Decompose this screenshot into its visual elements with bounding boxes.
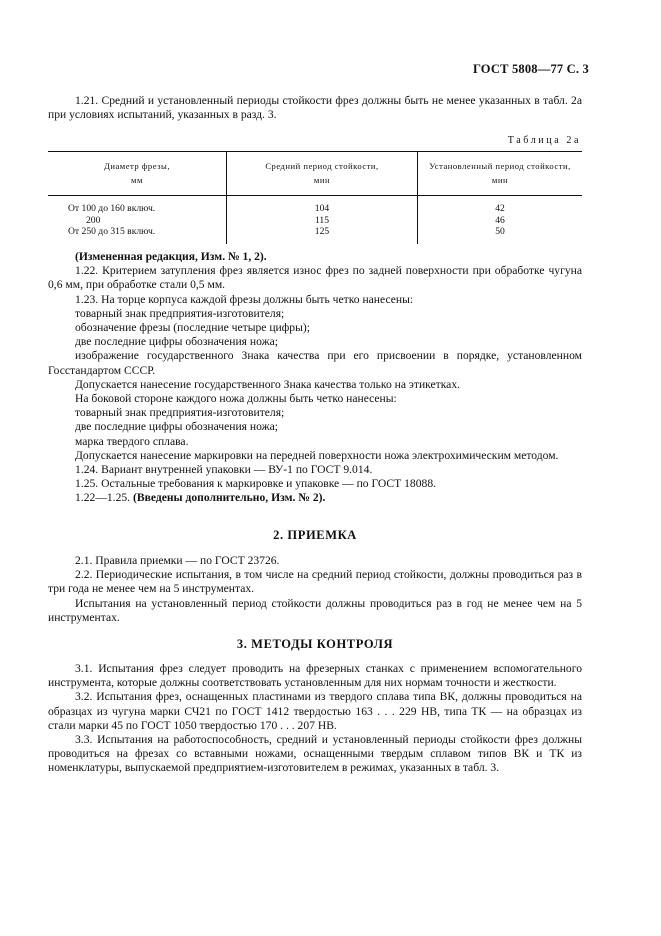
page-header: ГОСТ 5808—77 С. 3 — [472, 62, 589, 76]
list-item: марка твердого сплава. — [75, 434, 189, 448]
list-item: товарный знак предприятия-изготовителя; — [75, 306, 285, 320]
section-2-title: 2. ПРИЕМКА — [273, 528, 357, 542]
text-block-section1 — [48, 250, 582, 506]
section-3-title: 3. МЕТОДЫ КОНТРОЛЯ — [236, 637, 394, 651]
paragraph-2-3: Испытания на установленный период стойкости должны проводиться раз в год не менее чем на 5 инструментах. — [48, 596, 582, 624]
paragraph-1-25: 1.25. Остальные требования к маркировке и упаковке — по ГОСТ 18088. — [75, 477, 437, 491]
table-caption: Таблица 2а — [507, 135, 581, 146]
list-item: товарный знак предприятия-изготовителя; — [75, 406, 285, 420]
table-row — [48, 215, 582, 227]
paragraph-3-3: 3.3. Испытания на работоспособность, средний и установленный периоды стойкости фрез должны проводиться на фрезах со вставными ножами, оснащенными твердым сплавом типов ВК и ТК из номенклатуры, выпускаемой предприятием-изготовителем в режимах, указанных в табл. 3. — [48, 733, 582, 775]
cell-avg: 104 — [227, 196, 418, 215]
cell-set: 46 — [418, 215, 583, 227]
col-header-diameter: Диаметр фрезы, мм — [48, 152, 227, 196]
cell-diameter: От 100 до 160 включ. — [68, 203, 156, 214]
paragraph-1-22: 1.22. Критерием затупления фрез является износ фрез по задней поверхности при обработке чугуна 0,6 мм, при обработке стали 0,5 мм. — [48, 264, 582, 292]
paragraph-allowed-2: Допускается нанесение маркировки на передней поверхности ножа электрохимическим методом. — [75, 448, 559, 462]
amendment-note-2: 1.22—1.25. (Введены дополнительно, Изм. № 2). — [75, 491, 326, 505]
cell-diameter: 200 — [86, 214, 101, 226]
text-block-section2 — [48, 554, 582, 625]
paragraph-2-2: 2.2. Периодические испытания, в том числе на средний период стойкости, должны проводиться раз в три года не менее чем на 5 инструментах. — [48, 568, 582, 596]
paragraph-3-2: 3.2. Испытания фрез, оснащенных пластинами из твердого сплава типа ВК, должны проводиться на образцах из чугуна марки СЧ21 по ГОСТ 1412 твердостью 163 . . . 229 НВ, типа ТК — на образцах из стали марки 45 по ГОСТ 1050 твердостью 170 . . . 207 НВ. — [48, 690, 582, 732]
col-header-avg-life: Средний период стойкости, мин — [227, 152, 418, 196]
cell-avg: 115 — [227, 215, 418, 227]
section-3 — [48, 637, 582, 651]
cell-set: 50 — [418, 226, 583, 244]
list-item: обозначение фрезы (последние четыре цифры); — [75, 321, 310, 335]
paragraph-side: На боковой стороне каждого ножа должны быть четко нанесены: — [75, 392, 397, 406]
amendment-note-1: (Измененная редакция, Изм. № 1, 2). — [75, 250, 267, 263]
table-2a — [48, 151, 582, 244]
text-block-section3 — [48, 662, 582, 776]
table-header-row — [48, 152, 582, 196]
table-row — [48, 196, 582, 215]
list-item: две последние цифры обозначения ножа; — [75, 420, 278, 434]
list-item: две последние цифры обозначения ножа; — [75, 335, 278, 349]
cell-set: 42 — [418, 196, 583, 215]
section-2 — [48, 528, 582, 542]
list-item: изображение государственного Знака качества при его присвоении в порядке, установленном Госстандартом СССР. — [48, 349, 582, 377]
cell-diameter: От 250 до 315 включ. — [68, 226, 156, 238]
paragraph-1-23: 1.23. На торце корпуса каждой фрезы должны быть четко нанесены: — [75, 292, 414, 306]
text-block-top — [48, 94, 582, 122]
paragraph-3-1: 3.1. Испытания фрез следует проводить на фрезерных станках с применением вспомогательного инструмента, которые должны соответствовать установленным для них нормам точности и жесткости. — [48, 662, 582, 690]
col-header-set-life: Установленный период стойкости, мин — [418, 152, 583, 196]
paragraph-1-21: 1.21. Средний и установленный периоды стойкости фрез должны быть не менее указанных в табл. 2а при условиях испытаний, указанных в разд. 3. — [48, 94, 582, 122]
table-row — [48, 226, 582, 244]
paragraph-2-1: 2.1. Правила приемки — по ГОСТ 23726. — [75, 554, 280, 567]
cell-avg: 125 — [227, 226, 418, 244]
paragraph-allowed-1: Допускается нанесение государственного Знака качества только на этикетках. — [75, 377, 461, 391]
paragraph-1-24: 1.24. Вариант внутренней упаковки — ВУ-1 по ГОСТ 9.014. — [75, 463, 373, 477]
